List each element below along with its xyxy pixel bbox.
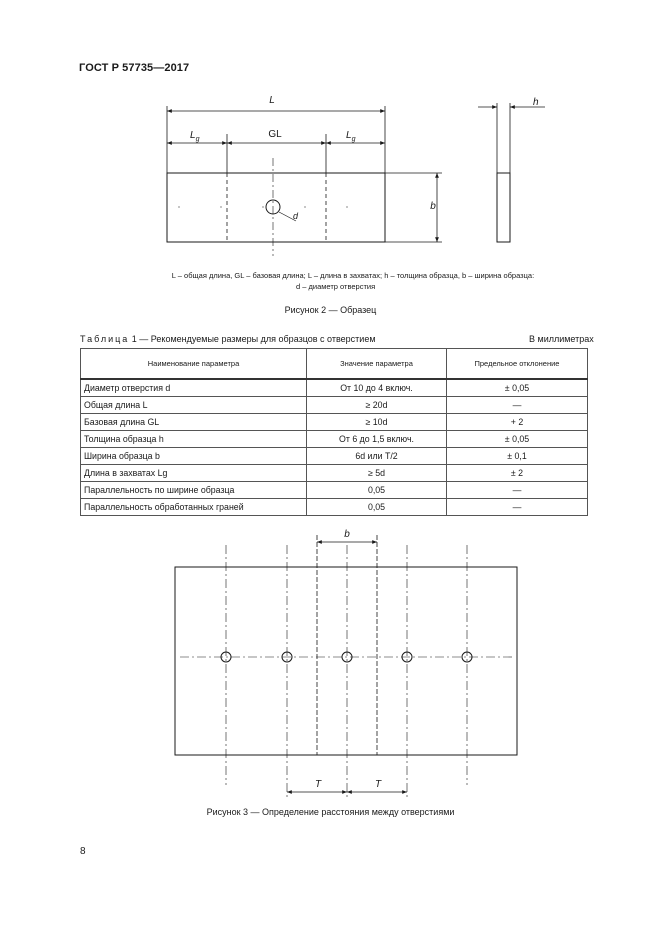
legend-line-2: d – диаметр отверстия xyxy=(296,282,376,291)
figure2-legend xyxy=(118,270,588,292)
specimen-drawing xyxy=(0,0,661,270)
label-gl: GL xyxy=(268,129,282,140)
legend-line-1: L – общая длина, GL – базовая длина; L – длина в захватах; h – толщина образца, b – ширина образца: xyxy=(171,271,535,280)
hole-spacing-drawing xyxy=(0,520,661,810)
label-h: h xyxy=(533,97,539,108)
column-header-tolerance: Предельное отклонение xyxy=(447,349,588,380)
table-row: Базовая длина GL ≥ 10d + 2 xyxy=(81,414,588,431)
label-l: L xyxy=(269,95,275,106)
table-row: Общая длина L ≥ 20d — xyxy=(81,397,588,414)
specimen-outline xyxy=(167,173,385,242)
table-row: Длина в захватах Lg ≥ 5d ± 2 xyxy=(81,465,588,482)
table-row: Ширина образца b 6d или T/2 ± 0,1 xyxy=(81,448,588,465)
table-row: Диаметр отверстия d От 10 до 4 включ. ± 0,05 xyxy=(81,379,588,397)
label-b: b xyxy=(430,201,436,212)
label-t-2: T xyxy=(374,779,382,790)
table-row: Параллельность по ширине образца 0,05 — xyxy=(81,482,588,499)
label-t-1: T xyxy=(314,779,322,790)
label-d: d xyxy=(293,211,299,221)
table-row: Параллельность обработанных граней 0,05 — xyxy=(81,499,588,516)
side-view-outline xyxy=(497,173,510,242)
table-title: Таблица 1 — Рекомендуемые размеры для образцов с отверстием xyxy=(80,334,376,344)
figure2-caption: Рисунок 2 — Образец xyxy=(284,305,377,315)
label-lg-right: $L_g$ xyxy=(346,130,356,143)
table-row: Толщина образца h От 6 до 1,5 включ. ± 0,05 xyxy=(81,431,588,448)
parameters-table xyxy=(80,348,588,516)
label-b: b xyxy=(344,529,350,540)
document-code: ГОСТ Р 57735—2017 xyxy=(79,62,190,74)
column-header-value: Значение параметра xyxy=(307,349,447,380)
figure3-caption: Рисунок 3 — Определение расстояния между отверстиями xyxy=(206,807,455,817)
table-units: В миллиметрах xyxy=(529,334,594,344)
page-number: 8 xyxy=(80,846,86,857)
column-header-name: Наименование параметра xyxy=(81,349,307,380)
label-lg-left: $L_g$ xyxy=(190,130,200,143)
